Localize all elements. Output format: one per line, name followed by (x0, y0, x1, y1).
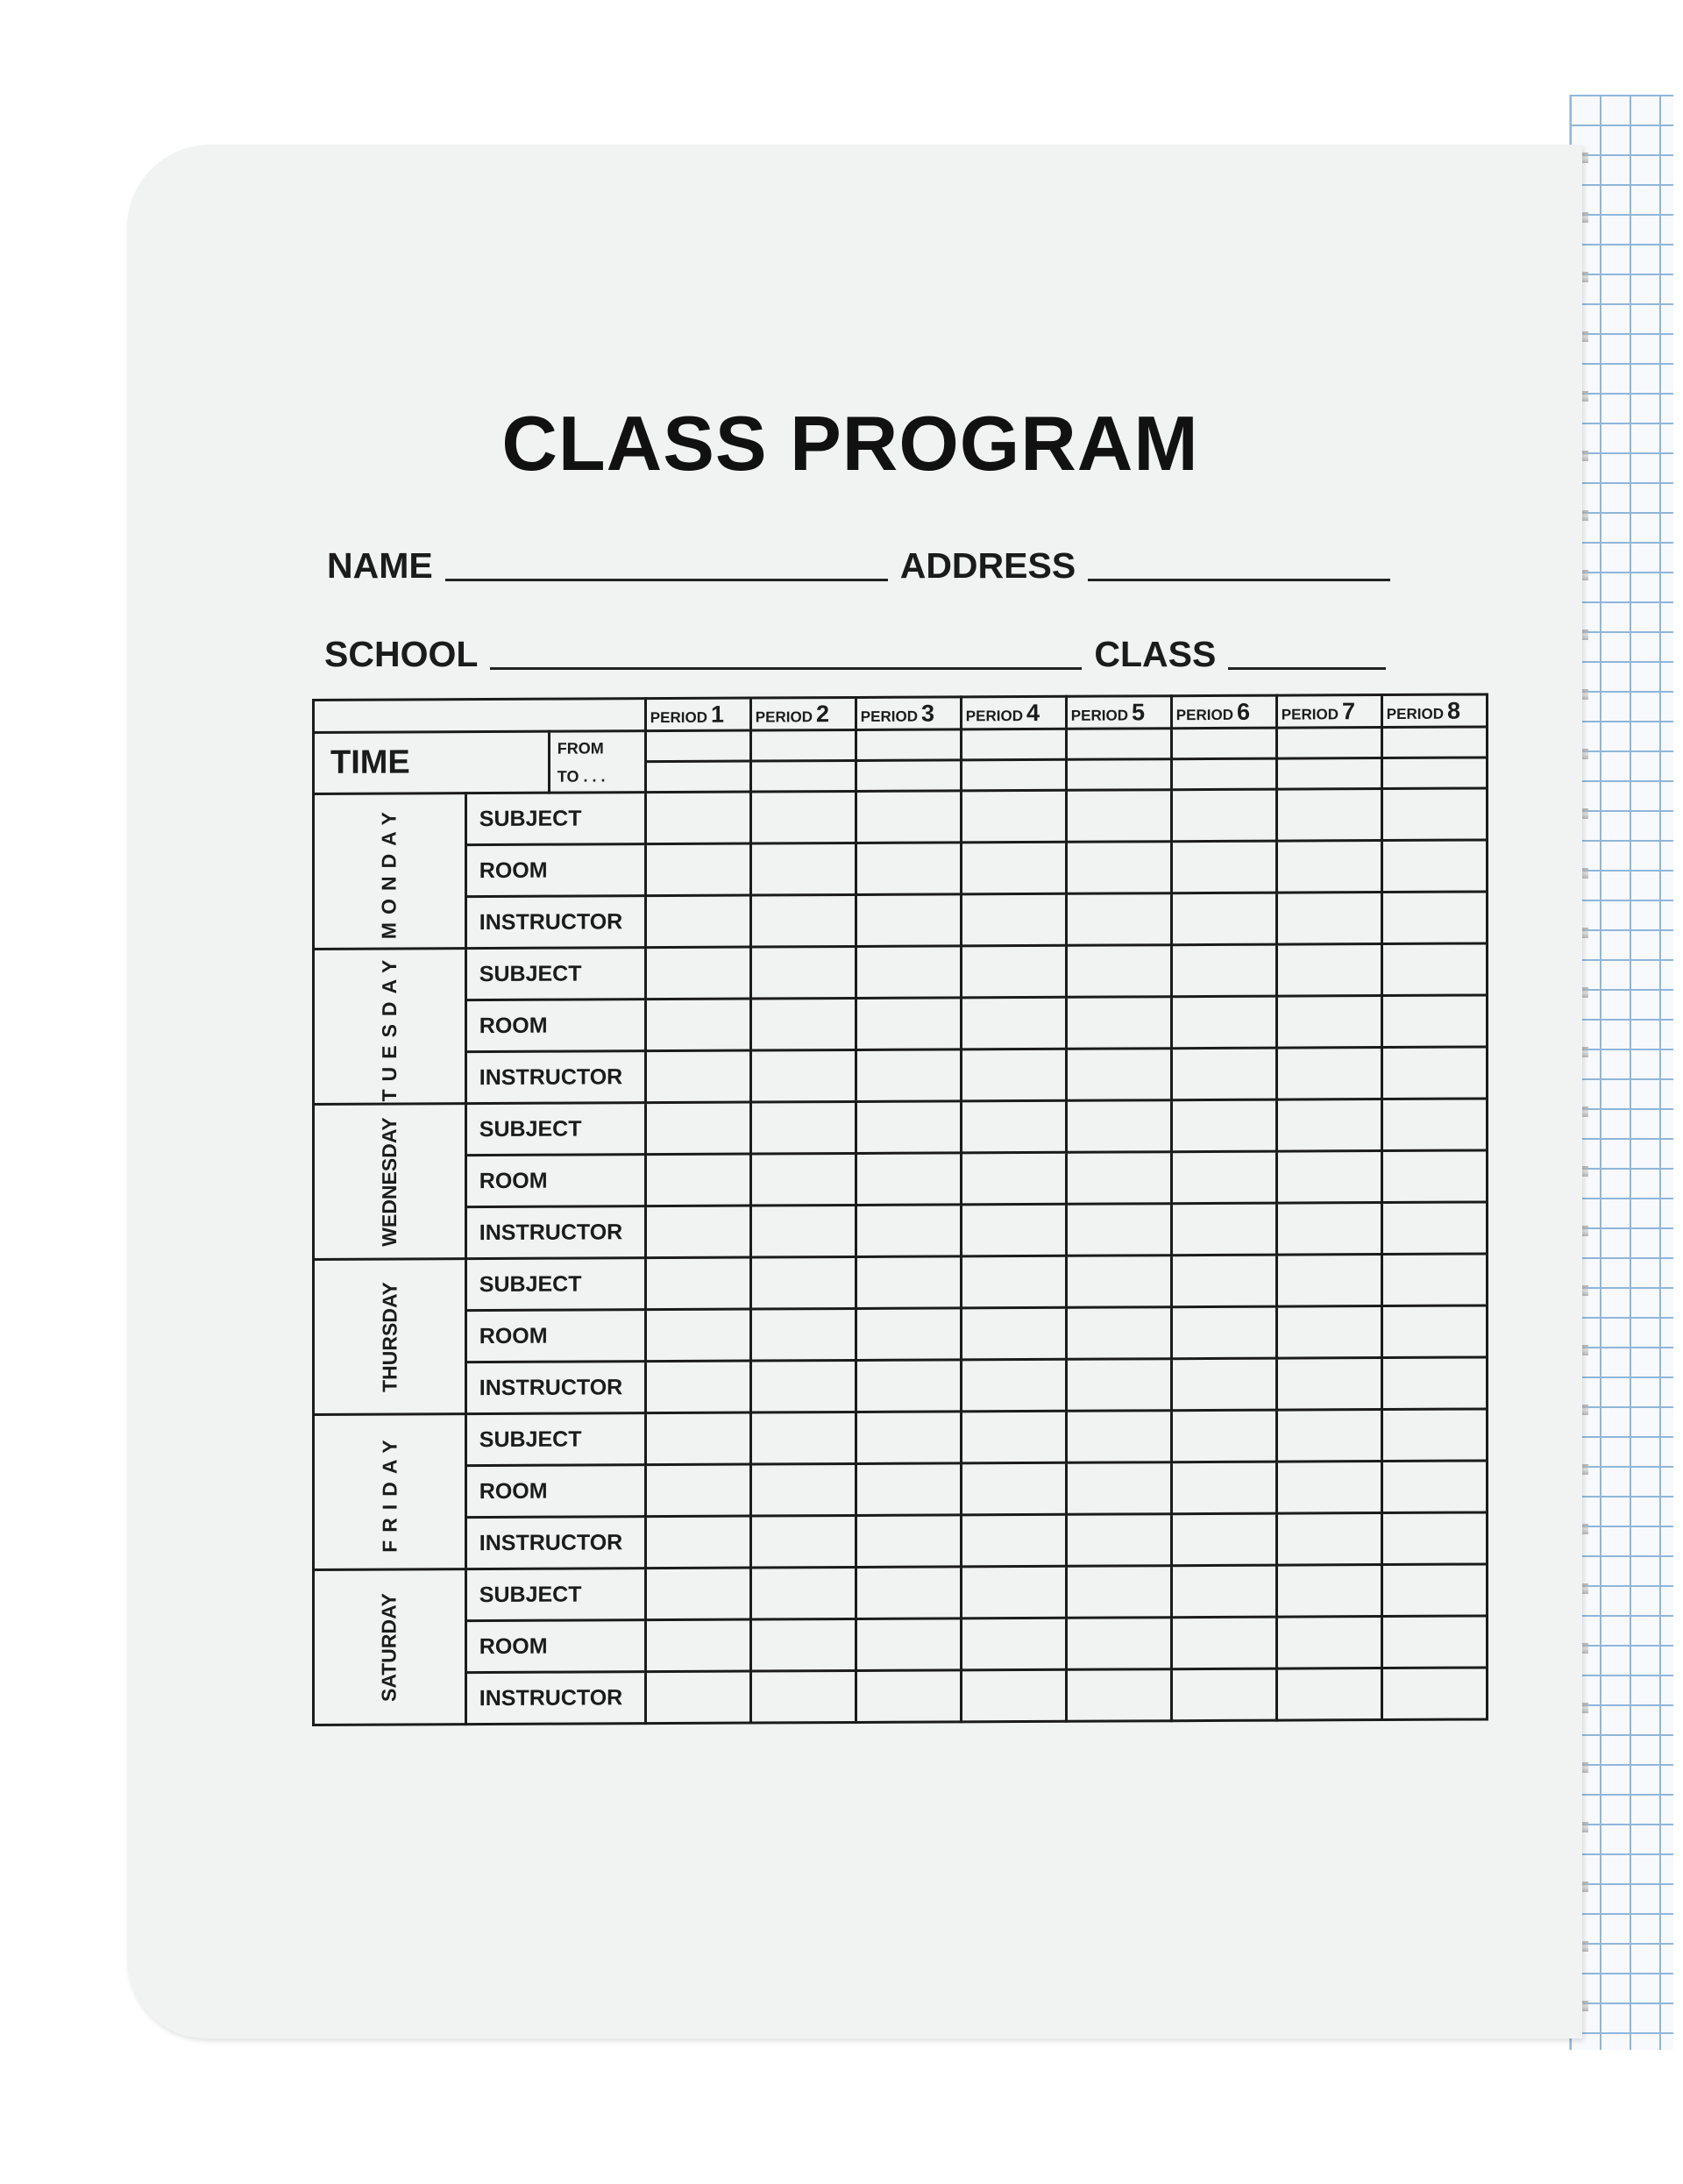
row-label: ROOM (465, 1620, 645, 1673)
schedule-cell[interactable] (856, 1101, 961, 1154)
time-to-slot[interactable] (962, 758, 1065, 790)
schedule-cell[interactable] (1276, 1513, 1381, 1566)
period-word: PERIOD (1386, 705, 1444, 722)
day-row (314, 1616, 1488, 1674)
time-cell-period-6[interactable] (1171, 728, 1276, 790)
schedule-cell[interactable] (1066, 1411, 1171, 1463)
name-blank-line[interactable] (445, 547, 888, 581)
schedule-cell[interactable] (961, 1256, 1066, 1308)
schedule-cell[interactable] (961, 997, 1066, 1049)
schedule-cell[interactable] (1066, 1669, 1171, 1722)
schedule-cell[interactable] (1381, 1202, 1487, 1255)
schedule-cell[interactable] (1381, 892, 1487, 944)
schedule-cell[interactable] (1171, 1099, 1276, 1152)
address-blank-line[interactable] (1088, 547, 1390, 581)
schedule-cell[interactable] (750, 894, 856, 947)
schedule-cell[interactable] (1276, 893, 1381, 945)
row-label: INSTRUCTOR (465, 1051, 645, 1104)
schedule-cell[interactable] (961, 1152, 1066, 1205)
period-number: 3 (920, 700, 935, 727)
period-word: PERIOD (1281, 705, 1339, 723)
day-row (314, 1409, 1488, 1467)
schedule-cell[interactable] (1381, 1150, 1487, 1203)
schedule-cell[interactable] (856, 1618, 961, 1671)
from-label: FROM (557, 738, 604, 758)
day-label-cell (314, 1569, 466, 1725)
from-to-labels (549, 731, 645, 793)
time-to-slot[interactable] (1173, 758, 1275, 789)
day-label-cell (314, 1259, 466, 1415)
day-row (314, 1047, 1488, 1105)
schedule-cell[interactable] (1171, 1513, 1276, 1566)
class-label: CLASS (1094, 634, 1217, 674)
schedule-cell[interactable] (1066, 1618, 1171, 1670)
schedule-cell[interactable] (1171, 1617, 1276, 1669)
day-row (314, 1668, 1488, 1725)
day-label-cell (314, 1414, 466, 1570)
time-to-slot[interactable] (647, 760, 749, 792)
schedule-cell[interactable] (1066, 1152, 1171, 1205)
time-cell-period-1[interactable] (645, 730, 750, 793)
time-from-slot[interactable] (857, 730, 960, 759)
schedule-cell[interactable] (1276, 789, 1381, 842)
schedule-cell[interactable] (1276, 1565, 1381, 1618)
schedule-cell[interactable] (1381, 1047, 1487, 1099)
schedule-cell[interactable] (1066, 893, 1171, 946)
day-row (314, 1150, 1488, 1208)
schedule-cell[interactable] (1171, 1668, 1276, 1721)
period-word: PERIOD (965, 707, 1023, 724)
schedule-cell[interactable] (645, 895, 750, 948)
schedule-cell[interactable] (1381, 1409, 1487, 1462)
period-number: 1 (710, 701, 725, 728)
schedule-cell[interactable] (856, 1412, 961, 1464)
period-word: PERIOD (755, 708, 813, 726)
schedule-cell[interactable] (1276, 1410, 1381, 1462)
schedule-cell[interactable] (1066, 1049, 1171, 1101)
schedule-cell[interactable] (750, 1412, 856, 1464)
schedule-cell[interactable] (645, 1309, 750, 1362)
schedule-cell[interactable] (856, 843, 961, 895)
schedule-cell[interactable] (645, 1257, 750, 1310)
schedule-cell[interactable] (645, 1154, 750, 1206)
day-row (314, 1254, 1488, 1312)
time-to-slot[interactable] (1068, 758, 1170, 789)
schedule-cell[interactable] (961, 1411, 1066, 1463)
period-header-6 (1171, 695, 1276, 729)
class-blank-line[interactable] (1228, 636, 1386, 670)
day-row (314, 943, 1488, 1001)
time-label: TIME (314, 731, 550, 793)
schedule-cell[interactable] (961, 1307, 1066, 1360)
period-header-3 (856, 697, 961, 730)
schedule-cell[interactable] (750, 791, 856, 843)
schedule-cell[interactable] (1171, 841, 1276, 893)
day-row (314, 1357, 1488, 1415)
schedule-cell[interactable] (1276, 1358, 1381, 1411)
schedule-cell[interactable] (1171, 1306, 1276, 1359)
time-from-slot[interactable] (752, 731, 855, 760)
row-label: ROOM (465, 844, 645, 897)
time-to-slot[interactable] (752, 759, 855, 791)
school-class-row (324, 634, 1398, 675)
schedule-cell[interactable] (856, 1049, 961, 1102)
schedule-cell[interactable] (1171, 944, 1276, 997)
day-row (314, 840, 1488, 898)
to-label: TO . . . (557, 766, 606, 786)
schedule-cell[interactable] (750, 1670, 856, 1723)
schedule-cell[interactable] (1381, 1305, 1487, 1358)
day-row (314, 1512, 1488, 1570)
day-row (314, 1461, 1488, 1519)
period-word: PERIOD (1070, 706, 1128, 724)
schedule-cell[interactable] (1171, 1048, 1276, 1100)
row-label: ROOM (465, 1155, 645, 1207)
time-from-slot[interactable] (1278, 729, 1381, 758)
schedule-cell[interactable] (856, 946, 961, 999)
schedule-cell[interactable] (1276, 841, 1381, 893)
schedule-cell[interactable] (750, 1153, 856, 1206)
schedule-cell[interactable] (645, 947, 750, 1000)
day-row (314, 1099, 1488, 1156)
schedule-cell[interactable] (645, 1671, 750, 1724)
corner-cell (314, 699, 646, 733)
schedule-cell[interactable] (1171, 893, 1276, 945)
schedule-cell[interactable] (750, 1308, 856, 1361)
schedule-cell[interactable] (1276, 1151, 1381, 1204)
schedule-cell[interactable] (856, 1153, 961, 1206)
schedule-cell[interactable] (645, 999, 750, 1051)
schedule-cell[interactable] (750, 1463, 856, 1516)
schedule-cell[interactable] (856, 894, 961, 947)
schedule-cell[interactable] (1171, 1565, 1276, 1618)
schedule-cell[interactable] (750, 1567, 856, 1619)
day-name: MONDAY (377, 803, 401, 939)
time-cell-period-3[interactable] (856, 729, 961, 792)
period-number: 7 (1341, 697, 1356, 724)
schedule-cell[interactable] (1171, 1358, 1276, 1411)
address-label: ADDRESS (899, 545, 1076, 586)
period-word: PERIOD (1175, 706, 1233, 723)
schedule-cell[interactable] (1276, 1306, 1381, 1359)
schedule-cell[interactable] (1066, 1514, 1171, 1567)
day-row (314, 892, 1488, 950)
page-title: CLASS PROGRAM (501, 400, 1199, 487)
schedule-cell[interactable] (1276, 944, 1381, 997)
schedule-cell[interactable] (645, 843, 750, 896)
schedule-cell[interactable] (1171, 1462, 1276, 1514)
schedule-cell[interactable] (1381, 1512, 1487, 1565)
schedule-cell[interactable] (1381, 1357, 1487, 1410)
row-label: INSTRUCTOR (465, 1206, 645, 1259)
time-from-slot[interactable] (1068, 729, 1170, 758)
schedule-cell[interactable] (1066, 945, 1171, 998)
schedule-cell[interactable] (1171, 1203, 1276, 1256)
schedule-cell[interactable] (1171, 1410, 1276, 1462)
row-label: SUBJECT (465, 793, 645, 845)
schedule-cell[interactable] (961, 1618, 1066, 1670)
row-label: SUBJECT (465, 1103, 645, 1156)
schedule-cell[interactable] (961, 945, 1066, 998)
day-label-cell (314, 793, 466, 950)
time-from-slot[interactable] (1383, 728, 1486, 757)
schedule-cell[interactable] (1171, 1255, 1276, 1307)
schedule-cell[interactable] (750, 843, 856, 895)
row-label: ROOM (465, 1310, 645, 1362)
schedule-cell[interactable] (1066, 1256, 1171, 1308)
schedule-cell[interactable] (750, 1101, 856, 1154)
schedule-cell[interactable] (750, 1049, 856, 1102)
period-header-1 (645, 698, 750, 731)
schedule-cell[interactable] (645, 1568, 750, 1620)
period-header-2 (750, 697, 856, 730)
schedule-cell[interactable] (856, 1670, 961, 1723)
time-from-slot[interactable] (962, 730, 1065, 759)
schedule-cell[interactable] (856, 1360, 961, 1412)
row-label: INSTRUCTOR (465, 896, 645, 949)
schedule-cell[interactable] (961, 1669, 1066, 1722)
schedule-cell[interactable] (1381, 1254, 1487, 1306)
schedule-cell[interactable] (856, 1567, 961, 1619)
day-row (314, 1564, 1488, 1622)
day-row (314, 995, 1488, 1053)
row-label: INSTRUCTOR (465, 1517, 645, 1569)
row-label: SUBJECT (465, 1569, 645, 1621)
row-label: INSTRUCTOR (465, 1672, 645, 1725)
period-number: 6 (1236, 698, 1251, 725)
time-cell-period-8[interactable] (1381, 727, 1487, 789)
period-number: 8 (1446, 697, 1461, 724)
time-to-slot[interactable] (1383, 756, 1486, 787)
schedule-cell[interactable] (750, 946, 856, 999)
schedule-table (312, 693, 1488, 1726)
schedule-cell[interactable] (961, 1204, 1066, 1256)
schedule-cell[interactable] (856, 1256, 961, 1309)
time-row (314, 727, 1488, 794)
schedule-cell[interactable] (856, 1308, 961, 1361)
schedule-cell[interactable] (1066, 1100, 1171, 1153)
schedule-cell[interactable] (1066, 997, 1171, 1049)
schedule-cell[interactable] (1276, 1668, 1381, 1721)
day-name: SATURDAY (377, 1592, 401, 1702)
row-label: INSTRUCTOR (465, 1362, 645, 1414)
name-address-row (327, 545, 1402, 587)
period-header-5 (1066, 696, 1171, 729)
schedule-cell[interactable] (856, 1515, 961, 1568)
schedule-cell[interactable] (645, 1516, 750, 1569)
schedule-cell[interactable] (1066, 1462, 1171, 1515)
day-name: THURSDAY (377, 1281, 401, 1392)
time-cell-period-5[interactable] (1066, 729, 1171, 791)
schedule-cell[interactable] (750, 998, 856, 1050)
schedule-cell[interactable] (1171, 789, 1276, 842)
time-cell-period-2[interactable] (750, 729, 856, 792)
row-label: ROOM (465, 1465, 645, 1518)
time-from-slot[interactable] (1173, 729, 1275, 758)
schedule-cell[interactable] (1171, 996, 1276, 1049)
day-name: FRIDAY (377, 1431, 401, 1553)
schedule-cell[interactable] (1066, 1359, 1171, 1412)
schedule-cell[interactable] (856, 998, 961, 1050)
time-to-slot[interactable] (1278, 757, 1381, 788)
schedule-cell[interactable] (1171, 1151, 1276, 1204)
school-label: SCHOOL (324, 634, 479, 674)
period-header-8 (1381, 694, 1487, 728)
schedule-cell[interactable] (750, 1256, 856, 1309)
row-label: ROOM (465, 1000, 645, 1052)
period-header-4 (961, 696, 1066, 729)
schedule-cell[interactable] (1381, 995, 1487, 1048)
schedule-cell[interactable] (645, 1361, 750, 1413)
schedule-cell[interactable] (750, 1205, 856, 1257)
schedule-cell[interactable] (1066, 1307, 1171, 1360)
schedule-cell[interactable] (856, 1463, 961, 1516)
period-word: PERIOD (860, 708, 918, 725)
time-cell-period-7[interactable] (1276, 728, 1381, 790)
period-header-7 (1276, 695, 1381, 729)
day-row (314, 1202, 1488, 1260)
schedule-cell[interactable] (1276, 1617, 1381, 1669)
schedule-cell[interactable] (1276, 996, 1381, 1049)
time-cell-period-4[interactable] (961, 729, 1066, 791)
schedule-cell[interactable] (1276, 1203, 1381, 1256)
schedule-cell[interactable] (1066, 1204, 1171, 1256)
schedule-cell[interactable] (645, 1050, 750, 1103)
schedule-cell[interactable] (1381, 1461, 1487, 1513)
period-number: 5 (1131, 698, 1146, 725)
schedule-cell[interactable] (1381, 788, 1487, 841)
name-label: NAME (327, 545, 433, 586)
schedule-cell[interactable] (961, 1359, 1066, 1412)
schedule-cell[interactable] (1066, 790, 1171, 843)
day-label-cell (314, 949, 466, 1105)
school-blank-line[interactable] (490, 636, 1082, 670)
schedule-cell[interactable] (961, 1049, 1066, 1101)
schedule-cell[interactable] (961, 1566, 1066, 1618)
schedule-cell[interactable] (1276, 1255, 1381, 1307)
schedule-cell[interactable] (1381, 943, 1487, 996)
schedule-cell[interactable] (750, 1618, 856, 1671)
schedule-cell[interactable] (750, 1515, 856, 1568)
schedule-cell[interactable] (1381, 1099, 1487, 1151)
period-word: PERIOD (650, 708, 707, 726)
row-label: SUBJECT (465, 1413, 645, 1466)
time-to-slot[interactable] (857, 758, 960, 790)
schedule-cell[interactable] (645, 1619, 750, 1672)
schedule-cell[interactable] (645, 1412, 750, 1465)
schedule-cell[interactable] (1066, 1566, 1171, 1618)
period-number: 4 (1026, 699, 1040, 726)
schedule-cell[interactable] (961, 1514, 1066, 1567)
schedule-cell[interactable] (645, 1102, 750, 1155)
schedule-cell[interactable] (1381, 840, 1487, 893)
schedule-cell[interactable] (961, 1100, 1066, 1153)
schedule-cell[interactable] (1276, 1099, 1381, 1152)
row-label: SUBJECT (465, 1258, 645, 1311)
schedule-cell[interactable] (645, 1206, 750, 1258)
schedule-cell[interactable] (961, 1462, 1066, 1515)
schedule-cell[interactable] (645, 1464, 750, 1517)
row-label: SUBJECT (465, 948, 645, 1000)
time-from-slot[interactable] (647, 732, 749, 761)
day-row (314, 1305, 1488, 1363)
schedule-cell[interactable] (1276, 1462, 1381, 1514)
day-row (314, 788, 1488, 846)
period-number: 2 (815, 700, 830, 727)
schedule-cell[interactable] (1381, 1564, 1487, 1617)
day-name: TUESDAY (377, 951, 401, 1102)
schedule-cell[interactable] (961, 893, 1066, 946)
day-label-cell (314, 1104, 466, 1260)
schedule-cell[interactable] (645, 792, 750, 844)
schedule-cell[interactable] (856, 1205, 961, 1257)
schedule-cell[interactable] (750, 1360, 856, 1412)
day-name: WEDNESDAY (377, 1116, 401, 1247)
schedule-cell[interactable] (856, 791, 961, 843)
schedule-cell[interactable] (1381, 1616, 1487, 1668)
schedule-cell[interactable] (1066, 842, 1171, 894)
schedule-cell[interactable] (1381, 1668, 1487, 1720)
schedule-cell[interactable] (961, 842, 1066, 894)
schedule-cell[interactable] (961, 790, 1066, 843)
schedule-cell[interactable] (1276, 1048, 1381, 1100)
